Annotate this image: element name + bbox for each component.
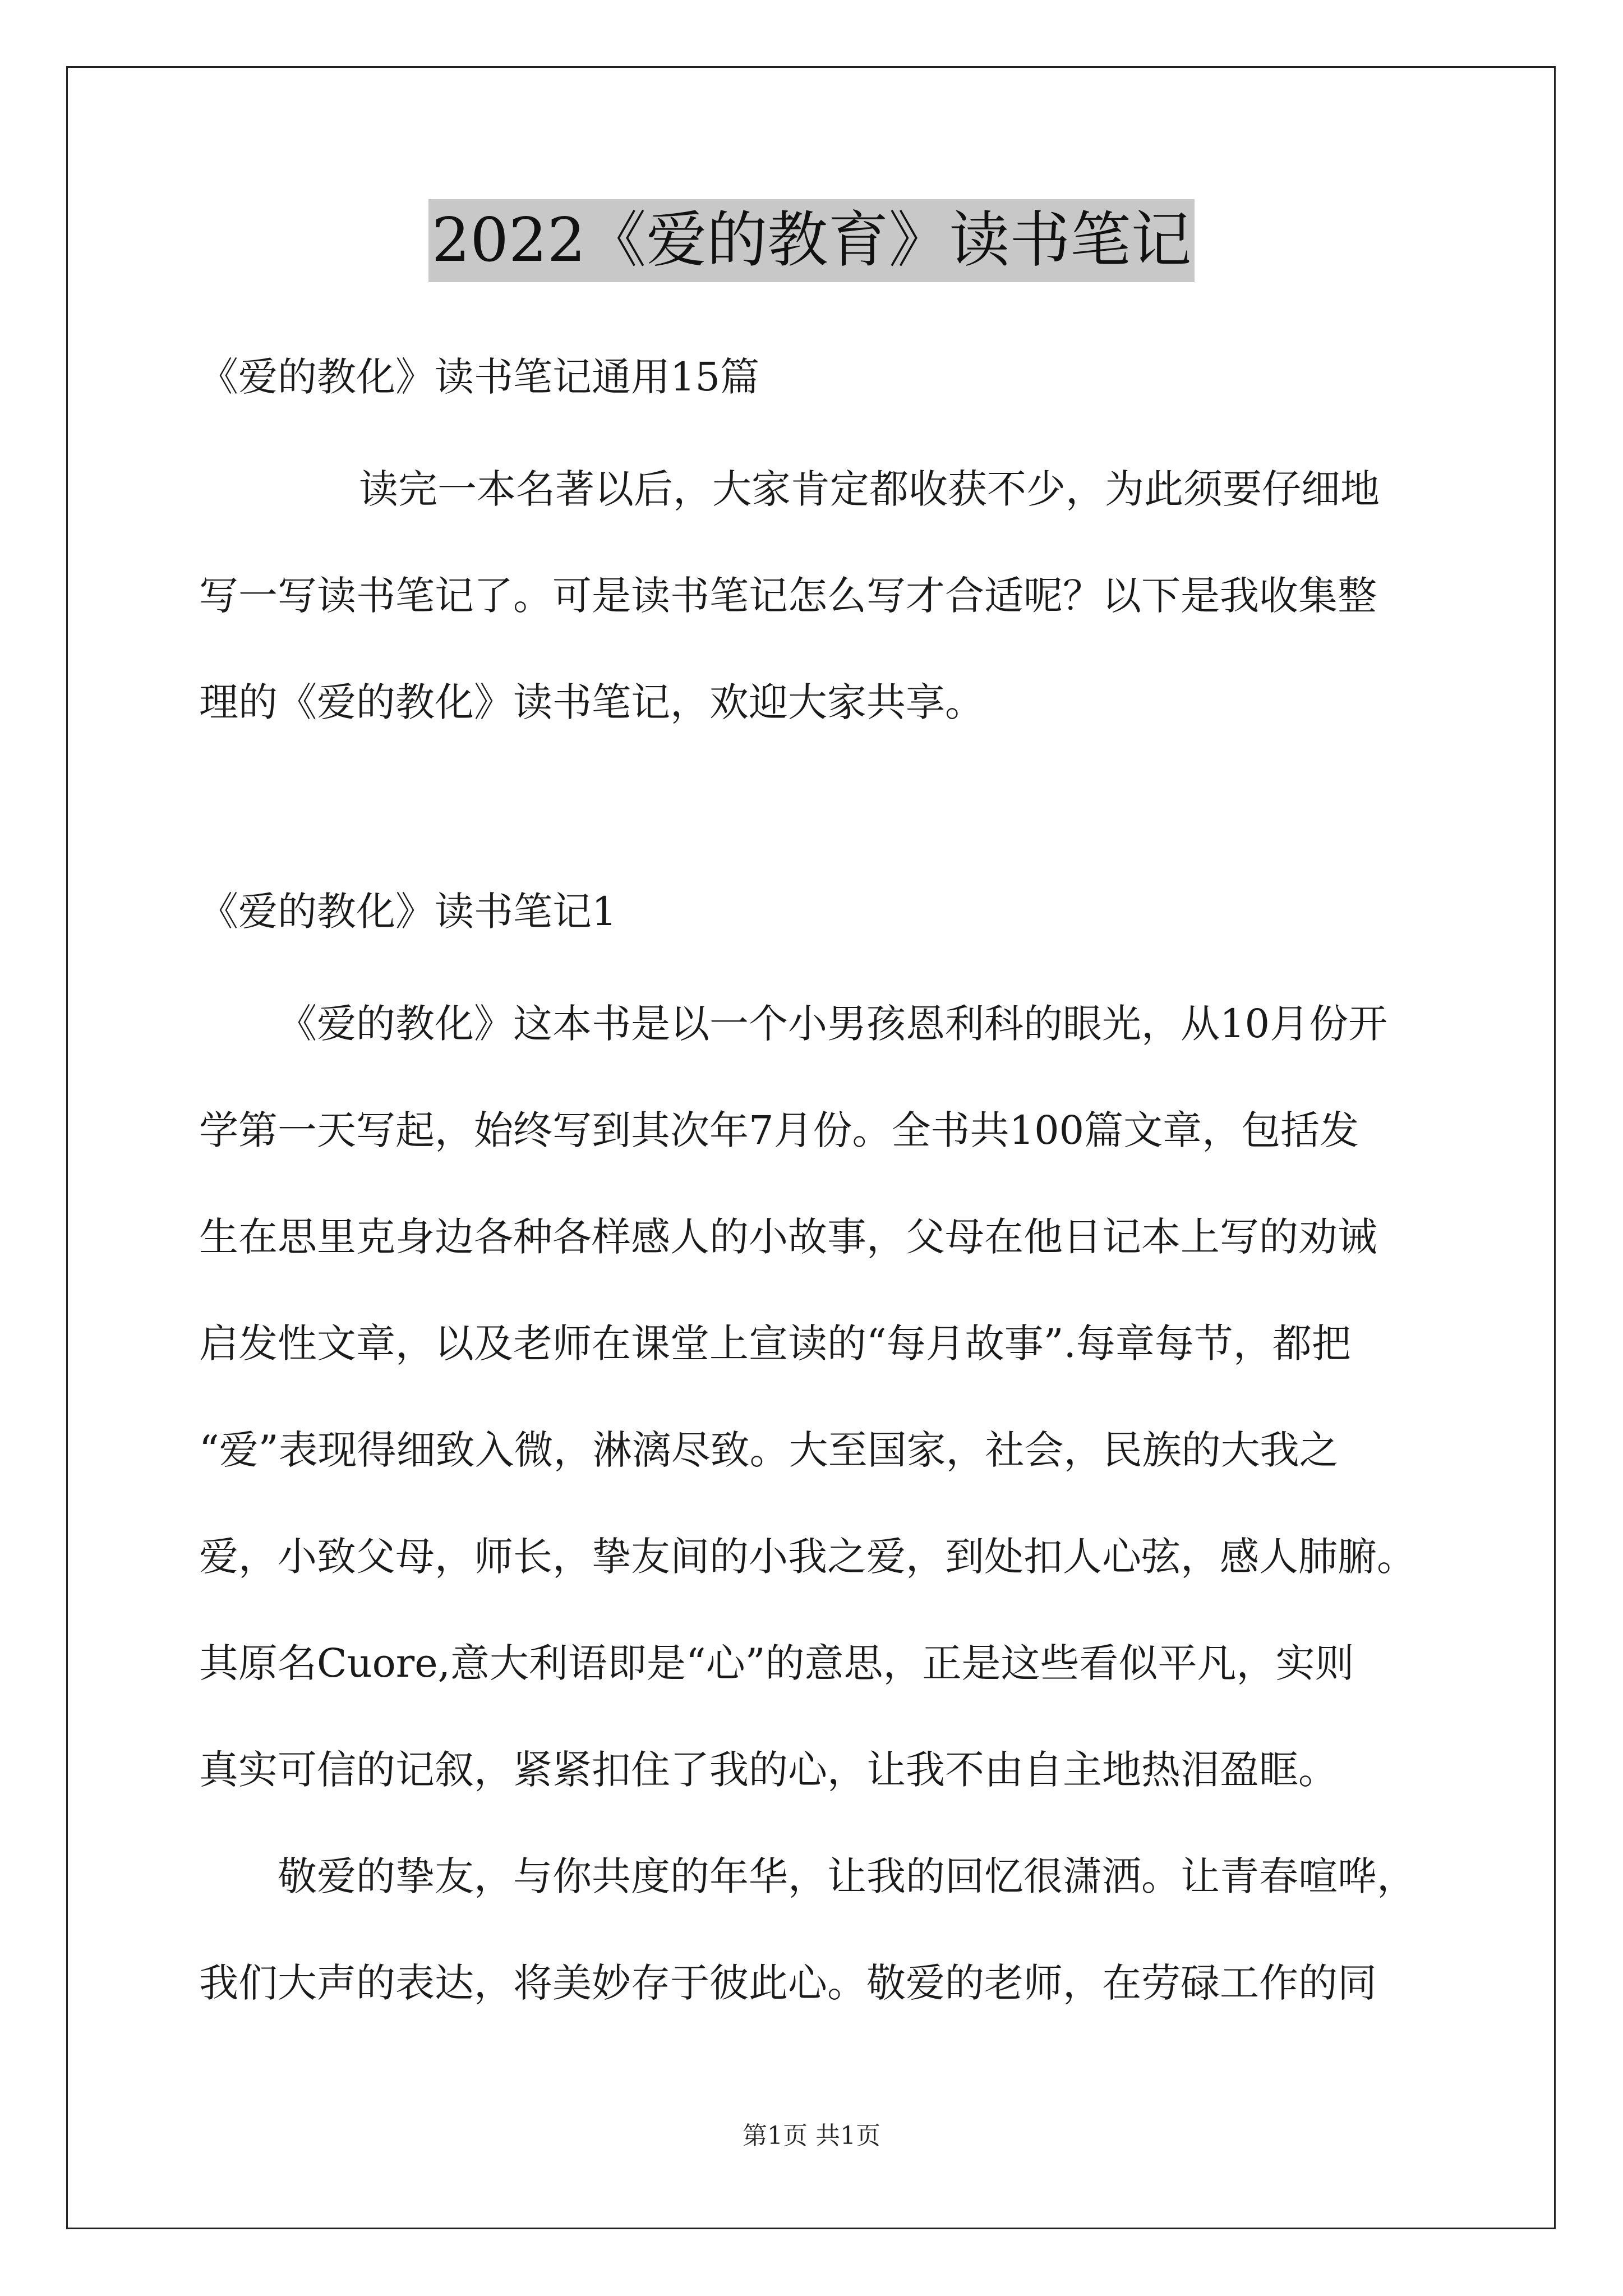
paragraph-line: 学第一天写起，始终写到其次年7月份。全书共100篇文章，包括发 [199, 1107, 1359, 1153]
paragraph-line: 《爱的教化》这本书是以一个小男孩恩利科的眼光，从10月份开 [278, 1001, 1388, 1047]
paragraph-line: 我们大声的表达，将美妙存于彼此心。敬爱的老师，在劳碌工作的同 [199, 1960, 1377, 2006]
paragraph-line: 其原名Cuore,意大利语即是“心”的意思，正是这些看似平凡，实则 [199, 1640, 1354, 1686]
page-number-footer: 第1页 共1页 [743, 2122, 880, 2150]
intro-line: 理的《爱的教化》读书笔记，欢迎大家共享。 [199, 679, 984, 725]
paragraph-line: 真实可信的记叙，紧紧扣住了我的心，让我不由自主地热泪盈眶。 [199, 1747, 1338, 1793]
document-title: 2022《爱的教育》读书笔记 [428, 199, 1195, 282]
section-heading: 《爱的教化》读书笔记1 [199, 889, 617, 935]
intro-line: 写一写读书笔记了。可是读书笔记怎么写才合适呢？以下是我收集整 [199, 573, 1377, 619]
paragraph-line: 生在思里克身边各种各样感人的小故事，父母在他日记本上写的劝诫 [199, 1214, 1377, 1260]
document-subtitle: 《爱的教化》读书笔记通用15篇 [199, 354, 760, 400]
intro-line: 读完一本名著以后，大家肯定都收获不少，为此须要仔细地 [359, 466, 1380, 512]
paragraph-line: 启发性文章，以及老师在课堂上宣读的“每月故事”.每章每节，都把 [199, 1320, 1351, 1366]
paragraph-line: 敬爱的挚友，与你共度的年华，让我的回忆很潇洒。让青春喧哗， [278, 1853, 1416, 1899]
title-container [0, 199, 1623, 282]
paragraph-line: “爱”表现得细致入微，淋漓尽致。大至国家，社会，民族的大我之 [199, 1427, 1339, 1473]
paragraph-line: 爱，小致父母，师长，挚友间的小我之爱，到处扣人心弦，感人肺腑。 [199, 1534, 1416, 1580]
